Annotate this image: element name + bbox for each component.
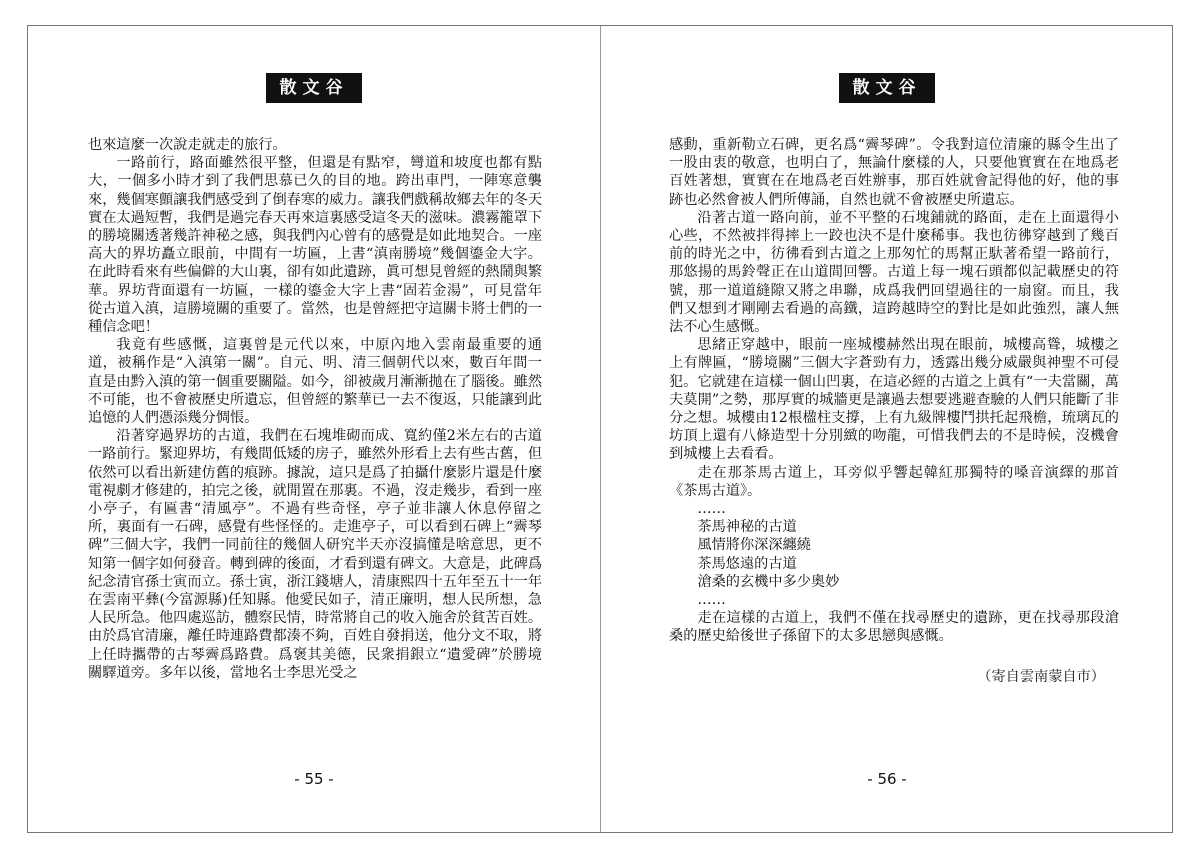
poem-line: …… — [697, 501, 726, 518]
author-signature: （寄自雲南蒙自市） — [977, 668, 1105, 685]
section-header: 散文谷 — [839, 73, 935, 103]
poem-line: …… — [697, 592, 726, 608]
page-body-text — [669, 136, 1119, 686]
book-spread — [27, 25, 1173, 833]
page-number: - 55 - — [294, 770, 334, 788]
poem-line: 滄桑的玄機中多少奧妙 — [697, 573, 840, 590]
right-page — [601, 26, 1173, 832]
paragraph: 一路前行，路面雖然很平整，但還是有點窄，彎道和坡度也都有點大，一個多小時才到了我們思慕已久的目的地。跨出車門，一陣寒意襲來，幾個寒顫讓我們感受到了倒春寒的威力。讓我們戲稱故鄉去年的冬天實在太過短暫，我們是過完春天再來這裏感受這冬天的滋味。濃霧籠罩下的勝境關透著幾許神秘之感，與我們內心曾有的感覺是如此地契合。一座高大的界坊矗立眼前，中間有一坊匾，上書“滇南勝境”幾個鎏金大字。在此時看來有些偏僻的大山裏，卻有如此遺跡，眞可想見曾經的熱鬧與繁華。界坊背面還有一坊匾，一樣的鎏金大字上書“固若金湯”，可見當年從古道入滇，這勝境關的重要了。當然，也是曾經把守這關卡將士們的一種信念吧！ — [88, 155, 543, 336]
paragraph: 思緒正穿越中，眼前一座城樓赫然出現在眼前，城樓高聳，城樓之上有牌匾，“勝境關”三個大字蒼勁有力，透露出幾分威嚴與神聖不可侵犯。它就建在這樣一個山凹裏，在這必經的古道之上眞有“一夫當關，萬夫莫開”之勢，那厚實的城牆更是讓過去想要逃避查驗的人們只能斷了非分之想。城樓由12根楹柱支撐，上有九級牌樓鬥拱托起飛檐，琉璃瓦的坊頂上還有八條造型十分別緻的吻龍，可惜我們去的不是時候，沒機會到城樓上去看看。 — [669, 337, 1119, 463]
page-body-text — [88, 136, 542, 682]
paragraph: 也來這麼一次說走就走的旅行。 — [88, 137, 287, 153]
paragraph: 感動，重新勒立石碑，更名爲“霽琴碑”。令我對這位清廉的縣令生出了一股由衷的敬意，也明白了，無論什麼樣的人，只要他實實在在地爲老百姓著想，實實在在地爲老百姓辦事，那百姓就會記得他的好，他的事跡也必然會被人們所傳誦，自然也就不會被歷史所遺忘。 — [669, 137, 1119, 208]
paragraph: 走在那茶馬古道上，耳旁似乎響起韓紅那獨特的嗓音演繹的那首《茶馬古道》。 — [669, 464, 1119, 499]
page-number: - 56 - — [867, 770, 907, 788]
left-page — [28, 26, 600, 832]
section-header: 散文谷 — [266, 73, 362, 103]
paragraph: 沿著古道一路向前，並不平整的石塊鋪就的路面，走在上面還得小心些，不然被拌得摔上一跤也決不是什麼稀事。我也彷彿穿越到了幾百前的時光之中，彷彿看到古道之上那匆忙的馬幫正馱著希望一路前行，那悠揚的馬鈴聲正在山道間回響。古道上每一塊石頭都似記載歷史的符號，那一道道縫隙又將之串聯，成爲我們回望過往的一扇窗。而且，我們又想到才剛剛去看過的高鐵，這跨越時空的對比是如此強烈，讓人無法不心生感慨。 — [669, 209, 1119, 336]
poem-line: 風情將你深深纏繞 — [697, 537, 811, 554]
poem-lyrics — [669, 500, 1119, 609]
poem-line: 茶馬神秘的古道 — [697, 519, 797, 536]
paragraph: 沿著穿過界坊的古道，我們在石塊堆砌而成、寬約僅2米左右的古道一路前行。緊迎界坊，有幾間低矮的房子，雖然外形看上去有些古舊，但依然可以看出新建仿舊的痕跡。據說，這只是爲了拍攝什麼影片還是什麼電視劇才修建的，拍完之後，就閒置在那裏。不過，沒走幾步，看到一座小亭子，有匾書“清風亭”。不過有些奇怪，亭子並非讓人休息停留之所，裏面有一石碑，感覺有些怪怪的。走進亭子，可以看到石碑上“霽琴碑”三個大字，我們一同前往的幾個人研究半天亦沒搞懂是啥意思，更不知第一個字如何發音。轉到碑的後面，才看到還有碑文。大意是，此碑爲紀念清官孫士寅而立。孫士寅，浙江錢塘人，清康熙四十五年至五十一年在雲南平彝(今富源縣)任知縣。他愛民如子，清正廉明，想人民所想，急人民所急。他四處巡訪，體察民情，時常將自己的收入施舍於貧苦百姓。由於爲官清廉，離任時連路費都湊不夠，百姓自發捐送，他分文不取，將上任時攜帶的古琴霽爲路費。爲褒其美德，民衆捐銀立“遺愛碑”於勝境關驛道旁。多年以後，當地名士李思光受之 — [88, 428, 543, 681]
poem-line: 茶馬悠遠的古道 — [697, 555, 797, 572]
paragraph: 走在這樣的古道上，我們不僅在找尋歷史的遺跡，更在找尋那段滄桑的歷史給後世子孫留下的太多思戀與感慨。 — [669, 610, 1119, 645]
paragraph: 我竟有些感慨，這裏曾是元代以來，中原內地入雲南最重要的通道，被稱作是“入滇第一關”。自元、明、清三個朝代以來，數百年間一直是由黔入滇的第一個重要關隘。如今，卻被歲月漸漸拋在了腦後。雖然不可能，也不會被歷史所遺忘，但曾經的繁華已一去不復返，只能讓到此追憶的人們憑添幾分惆悵。 — [88, 337, 543, 427]
